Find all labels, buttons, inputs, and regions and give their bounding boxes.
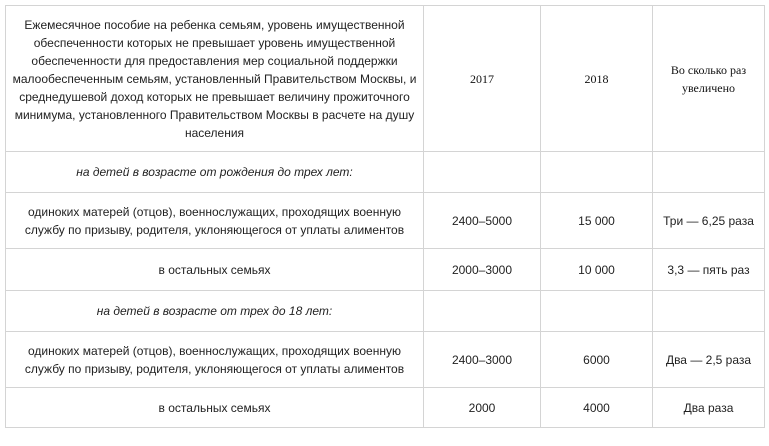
table-row <box>6 332 765 388</box>
section-row <box>6 291 765 332</box>
empty-cell <box>424 291 541 332</box>
ratio-cell: 3,3 — пять раз <box>653 249 765 291</box>
header-year-2017: 2017 <box>424 6 541 152</box>
category-cell: в остальных семьях <box>6 388 424 428</box>
header-description: Ежемесячное пособие на ребенка семьям, уровень имущественной обеспеченности которых не превышает уровень имущественной обеспеченности для предоставления мер социальной поддержки малообеспеченным семьям, установленный Правительством Москвы, и среднедушевой доход которых не превышает величину прожиточного минимума, установленного Правительством Москвы в расчете на душу населения <box>6 6 424 152</box>
category-cell: одиноких матерей (отцов), военнослужащих, проходящих военную службу по призыву, родителя, уклоняющегося от уплаты алиментов <box>6 332 424 388</box>
empty-cell <box>424 152 541 193</box>
ratio-cell: Два — 2,5 раза <box>653 332 765 388</box>
value-2017-cell: 2000 <box>424 388 541 428</box>
header-row <box>6 6 765 152</box>
category-cell: в остальных семьях <box>6 249 424 291</box>
header-ratio: Во сколько раз увеличено <box>653 6 765 152</box>
empty-cell <box>541 152 653 193</box>
section-row <box>6 152 765 193</box>
value-2017-cell: 2400–5000 <box>424 193 541 249</box>
value-2018-cell: 4000 <box>541 388 653 428</box>
table-row <box>6 249 765 291</box>
empty-cell <box>541 291 653 332</box>
value-2018-cell: 15 000 <box>541 193 653 249</box>
ratio-cell: Три — 6,25 раза <box>653 193 765 249</box>
ratio-cell: Два раза <box>653 388 765 428</box>
table-row <box>6 388 765 428</box>
table-row <box>6 193 765 249</box>
value-2017-cell: 2400–3000 <box>424 332 541 388</box>
benefits-table <box>5 5 765 428</box>
section-label-0-3: на детей в возрасте от рождения до трех лет: <box>6 152 424 193</box>
value-2017-cell: 2000–3000 <box>424 249 541 291</box>
category-cell: одиноких матерей (отцов), военнослужащих, проходящих военную службу по призыву, родителя, уклоняющегося от уплаты алиментов <box>6 193 424 249</box>
empty-cell <box>653 152 765 193</box>
empty-cell <box>653 291 765 332</box>
value-2018-cell: 10 000 <box>541 249 653 291</box>
value-2018-cell: 6000 <box>541 332 653 388</box>
header-year-2018: 2018 <box>541 6 653 152</box>
section-label-3-18: на детей в возрасте от трех до 18 лет: <box>6 291 424 332</box>
